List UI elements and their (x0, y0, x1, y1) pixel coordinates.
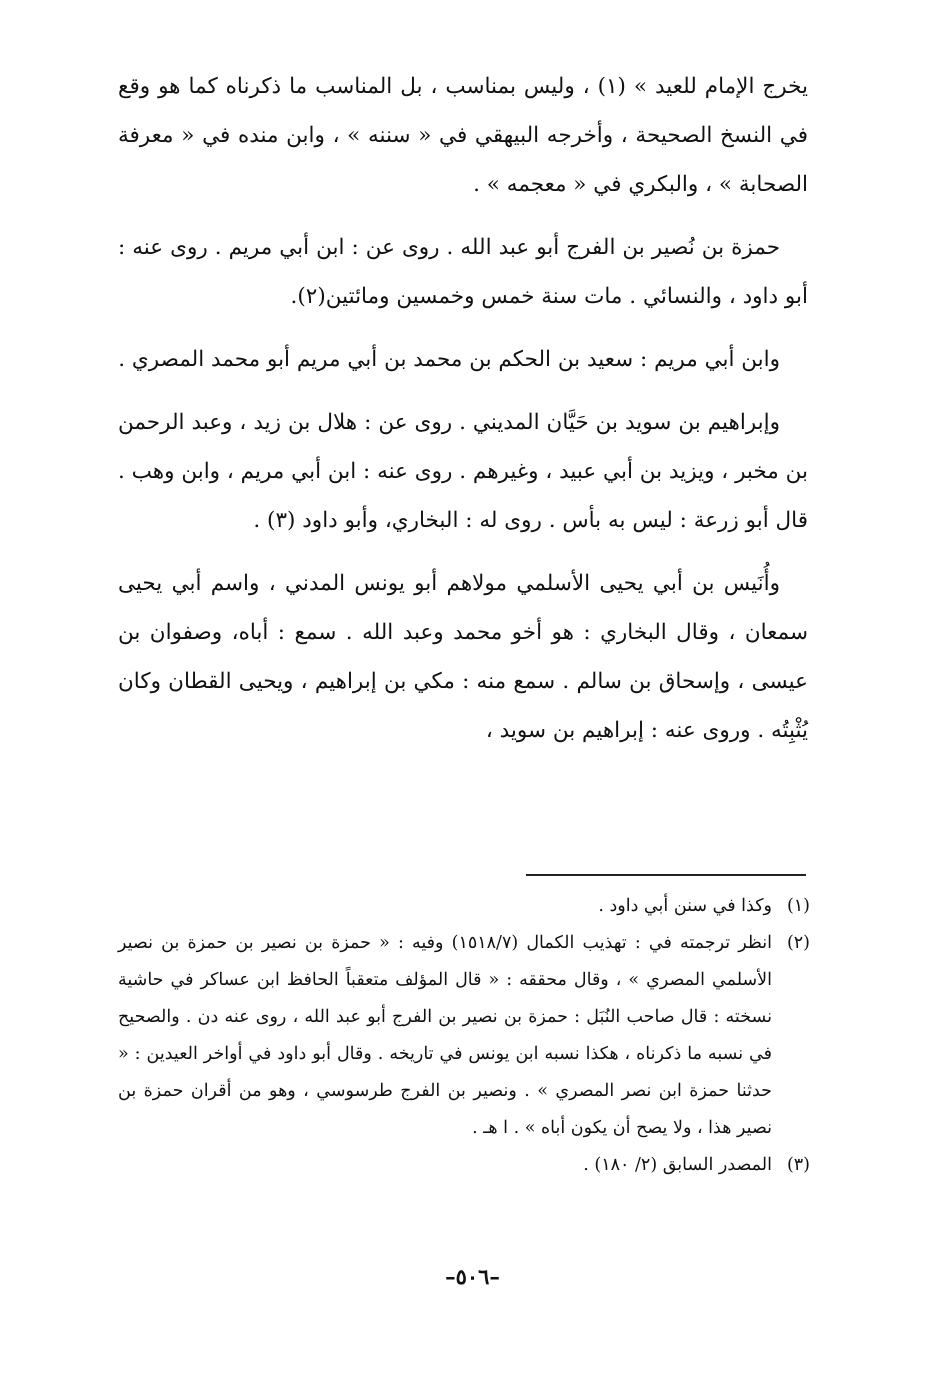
footnote-1 (118, 888, 810, 925)
footnote-separator (526, 874, 806, 876)
footnote-number: (١) (786, 896, 810, 916)
footnote-2 (118, 925, 810, 1147)
footnote-number: (٣) (786, 1155, 810, 1175)
footnote-text: انظر ترجمته في : تهذيب الكمال (١٥١٨/٧) وفيه : « حمزة بن نصير بن حمزة بن نصير الأسلمي المصري » ، وقال محققه : « قال المؤلف متعقباً الحافظ ابن عساكر في حاشية نسخته : قال صاحب النُبَل : حمزة بن نصير بن الفرج أبو عبد الله ، روى عنه دن . والصحيح في نسبه ما ذكرناه ، هكذا نسبه ابن يونس في تاريخه . وقال أبو داود في أواخر العيدين : « حدثنا حمزة ابن نصر المصري » . ونصير بن الفرج طرسوسي ، وهو من أقران حمزة بن نصير هذا ، ولا يصح أن يكون أباه » . ا هـ . (118, 933, 772, 1138)
footnotes (118, 888, 810, 1184)
footnote-text: وكذا في سنن أبي داود . (598, 896, 772, 916)
paragraph-ibn-abi-maryam: وابن أبي مريم : سعيد بن الحكم بن محمد بن أبي مريم أبو محمد المصري . (118, 347, 780, 372)
page-number: –٥٠٦– (445, 1264, 500, 1289)
paragraph-unays-bin-abi-yahya: وأُنَيس بن أبي يحيى الأسلمي مولاهم أبو يونس المدني ، واسم أبي يحيى سمعان ، وقال البخاري : هو أخو محمد وعبد الله . سمع : أباه، وصفوان بن عيسى ، وإسحاق بن سالم . سمع منه : مكي بن إبراهيم ، ويحيى القطان وكان يُثْبِتُه . وروى عنه : إبراهيم بن سويد ، (118, 571, 808, 743)
footnote-number: (٢) (786, 933, 810, 953)
footnote-3 (118, 1147, 810, 1184)
footnote-text: المصدر السابق (٢/ ١٨٠) . (583, 1155, 772, 1175)
paragraph-hamza-bin-nusayr: حمزة بن نُصير بن الفرج أبو عبد الله . روى عن : ابن أبي مريم . روى عنه : أبو داود ، والنسائي . مات سنة خمس وخمسين ومائتين(٢). (118, 235, 808, 309)
paragraph-continuation: يخرج الإمام للعيد » (١) ، وليس بمناسب ، بل المناسب ما ذكرناه كما هو وقع في النسخ الصحيحة ، وأخرجه البيهقي في « سننه » ، وابن منده في « معرفة الصحابة » ، والبكري في « معجمه » . (118, 74, 808, 197)
main-text (118, 62, 808, 769)
paragraph-ibrahim-bin-suwayd: وإبراهيم بن سويد بن حَيَّان المديني . روى عن : هلال بن زيد ، وعبد الرحمن بن مخبر ، ويزيد بن أبي عبيد ، وغيرهم . روى عنه : ابن أبي مريم ، وابن وهب . قال أبو زرعة : ليس به بأس . روى له : البخاري، وأبو داود (٣) . (118, 410, 808, 533)
